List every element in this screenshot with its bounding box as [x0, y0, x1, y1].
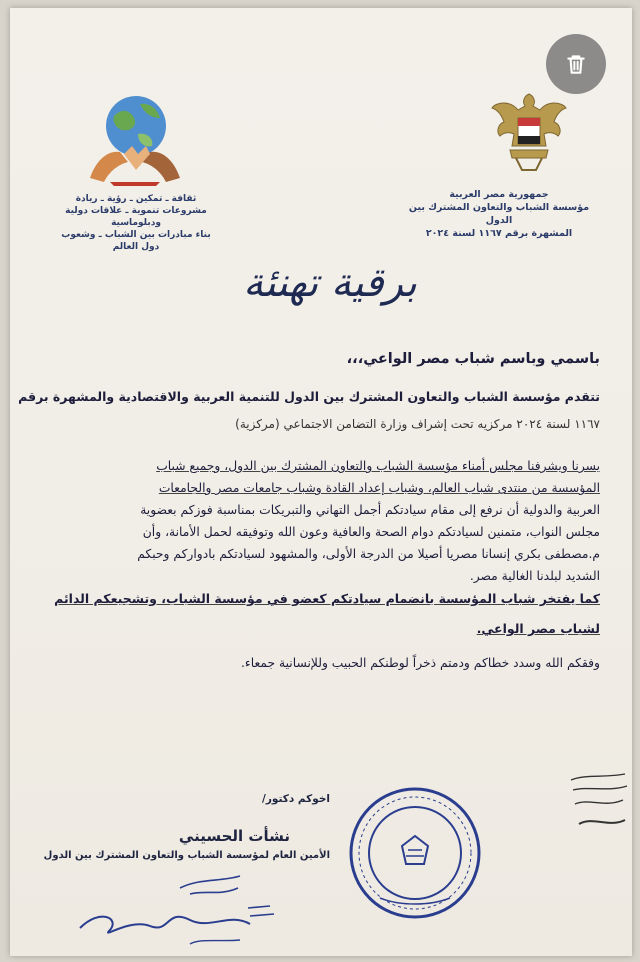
slogan-text	[56, 193, 216, 253]
delete-button[interactable]	[546, 34, 606, 94]
handwritten-initials-icon	[565, 768, 635, 838]
signatory-role: الأمين العام لمؤسسة الشباب والتعاون المشترك بين الدول	[43, 850, 330, 861]
letter-line: العربية والدولية أن نرفع إلى مقام سيادتكم أجمل التهاني والتبريكات بمناسبة فوزكم بعضوية	[140, 503, 600, 517]
slogan-line: بناء مبادرات بين الشباب ـ وشعوب دول العالم	[61, 230, 211, 252]
letter-line: المؤسسة من منتدى شباب العالم، وشباب إعداد القادة وشباب جامعات مصر والجامعات	[158, 481, 600, 495]
greeting: باسمي وباسم شباب مصر الواعي،،،	[346, 351, 600, 367]
signature-block	[40, 793, 330, 861]
org-line: مؤسسة الشباب والتعاون المشترك بين الدول	[408, 202, 590, 226]
closing-line: وفقكم الله وسدد خطاكم ودمتم ذخراً لوطنكم الحبيب وللإنسانية جمعاء.	[241, 656, 600, 670]
signatory-name: نشأت الحسيني	[178, 827, 290, 845]
letter-body	[18, 348, 600, 670]
letter-line: كما يفتخر شباب المؤسسة بانضمام سيادتكم كعضو في مؤسسة الشباب، وتشجيعكم الدائم	[54, 591, 600, 606]
signature-salutation: اخوكم دكتور/	[262, 793, 330, 805]
handwritten-signature-icon	[70, 868, 290, 958]
document-title: برقية تهنئة	[243, 260, 417, 306]
issuer-organization-text	[404, 188, 594, 240]
slogan-line: ثقافة ـ تمكين ـ رؤية ـ ريادة	[75, 194, 197, 204]
letter-line: ١١٦٧ لسنة ٢٠٢٤ مركزيه تحت إشراف وزارة التضامن الاجتماعي (مركزية)	[235, 417, 600, 431]
org-line: المشهرة برقم ١١٦٧ لسنة ٢٠٢٤	[425, 228, 573, 239]
slogan-line: مشروعات تنموية ـ علاقات دولية ودبلوماسية	[65, 206, 207, 228]
org-line: جمهورية مصر العربية	[449, 189, 549, 200]
letter-line: يسرنا ويشرفنا مجلس أمناء مؤسسة الشباب والتعاون المشترك بين الدول، وجميع شباب	[156, 459, 600, 473]
certificate-paper	[10, 8, 632, 956]
official-stamp-icon	[340, 778, 490, 928]
globe-hands-logo-icon	[80, 88, 188, 188]
letter-line: لشباب مصر الواعي.	[476, 621, 600, 636]
letter-line: مجلس النواب، متمنين لسيادتكم دوام الصحة والعافية وعون الله وتوفيقه لحمل الأمانة، وأن	[142, 525, 600, 539]
eagle-emblem-icon	[488, 88, 570, 178]
trash-icon	[563, 51, 589, 77]
letter-line: الشديد لبلدنا الغالية مصر.	[469, 569, 600, 583]
letter-line: م.مصطفى بكري إنسانا مصريا أصيلا من الدرجة الأولى، والمشهود لسيادتكم بادواركم وحبكم	[137, 547, 600, 561]
letter-line: تتقدم مؤسسة الشباب والتعاون المشترك بين الدول للتنمية العربية والاقتصادية والمشهرة برقم	[18, 389, 600, 404]
